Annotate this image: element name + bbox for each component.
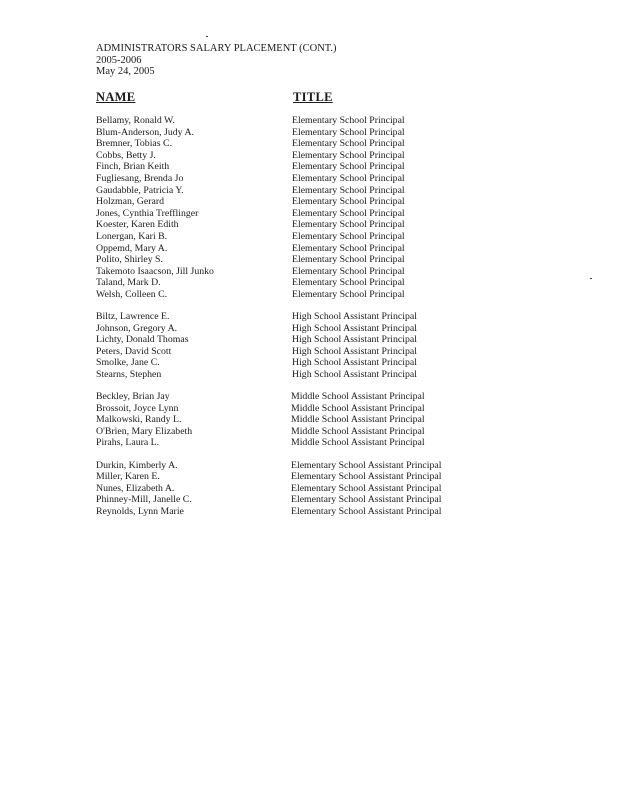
list-item	[96, 323, 516, 335]
name-column-header: NAME	[96, 90, 136, 104]
administrator-title: Elementary School Principal	[292, 196, 405, 208]
administrator-title: Elementary School Principal	[292, 277, 405, 289]
list-item	[96, 334, 516, 346]
list-item	[96, 277, 516, 289]
document-date: May 24, 2005	[96, 66, 155, 77]
administrator-name: Nunes, Elizabeth A.	[96, 482, 175, 494]
administrator-name: Bremner, Tobias C.	[96, 138, 173, 150]
list-item	[96, 115, 516, 127]
administrator-name: Bellamy, Ronald W.	[96, 115, 175, 126]
administrator-title: Elementary School Principal	[292, 161, 405, 173]
list-item	[96, 161, 516, 173]
administrator-title: Elementary School Principal	[292, 172, 405, 184]
list-item	[96, 138, 516, 150]
title-column-header: TITLE	[293, 90, 333, 104]
administrator-title: High School Assistant Principal	[292, 334, 417, 346]
administrator-name: Phinney-Mill, Janelle C.	[96, 494, 192, 506]
administrator-title: Elementary School Principal	[292, 115, 405, 126]
administrator-name: Blum-Anderson, Judy A.	[96, 126, 194, 138]
administrator-name: O'Brien, Mary Elizabeth	[96, 425, 193, 437]
list-item	[96, 346, 516, 358]
scan-speck	[206, 36, 208, 37]
administrator-name: Brossoit, Joyce Lynn	[96, 402, 179, 414]
administrator-title: Middle School Assistant Principal	[291, 391, 425, 403]
administrator-name: Lonergan, Kari B.	[96, 230, 168, 242]
list-item	[96, 483, 516, 495]
administrator-name: Fugliesang, Brenda Jo	[96, 172, 184, 184]
administrator-title: Elementary School Principal	[292, 184, 405, 196]
scan-speck	[590, 278, 592, 279]
administrator-title: Middle School Assistant Principal	[291, 402, 425, 414]
administrator-title: Elementary School Principal	[292, 242, 405, 254]
administrator-title: Elementary School Assistant Principal	[291, 494, 442, 506]
placement-group	[96, 115, 516, 301]
list-item	[96, 391, 516, 403]
administrator-title: Elementary School Assistant Principal	[291, 471, 442, 483]
administrator-title: Middle School Assistant Principal	[291, 425, 425, 437]
administrator-name: Welsh, Colleen C.	[96, 288, 168, 300]
list-item	[96, 243, 516, 255]
administrator-title: Elementary School Assistant Principal	[291, 459, 442, 471]
administrator-name: Stearns, Stephen	[96, 368, 162, 380]
list-item	[96, 357, 516, 369]
list-item	[96, 403, 516, 415]
administrator-title: Elementary School Principal	[292, 288, 405, 300]
list-item	[96, 437, 516, 449]
administrator-title: High School Assistant Principal	[292, 322, 417, 334]
list-item	[96, 208, 516, 220]
placement-list	[96, 115, 516, 528]
administrator-name: Peters, David Scott	[96, 345, 172, 357]
administrator-name: Reynolds, Lynn Marie	[96, 505, 184, 517]
list-item	[96, 254, 516, 266]
administrator-name: Cobbs, Betty J.	[96, 149, 156, 161]
list-item	[96, 196, 516, 208]
list-item	[96, 494, 516, 506]
administrator-title: Middle School Assistant Principal	[291, 414, 425, 426]
list-item	[96, 426, 516, 438]
list-item	[96, 173, 516, 185]
administrator-title: Elementary School Principal	[292, 149, 405, 161]
administrator-title: High School Assistant Principal	[292, 311, 417, 322]
placement-group	[96, 460, 516, 518]
administrator-name: Gaudabble, Patricia Y.	[96, 184, 184, 196]
administrator-title: Elementary School Principal	[292, 126, 405, 138]
list-item	[96, 266, 516, 278]
administrator-name: Johnson, Gregory A.	[96, 322, 178, 334]
administrator-title: Elementary School Principal	[292, 265, 405, 277]
administrator-name: Durkin, Kimberly A.	[96, 459, 178, 471]
administrator-title: Elementary School Principal	[292, 230, 405, 242]
document-header	[96, 43, 337, 78]
list-item	[96, 185, 516, 197]
administrator-title: Elementary School Assistant Principal	[291, 505, 442, 517]
administrator-title: High School Assistant Principal	[292, 368, 417, 380]
list-item	[96, 150, 516, 162]
administrator-name: Finch, Brian Keith	[96, 161, 170, 173]
list-item	[96, 414, 516, 426]
administrator-name: Miller, Karen E.	[96, 471, 160, 483]
administrator-name: Koester, Karen Edith	[96, 219, 179, 231]
administrator-title: Elementary School Principal	[292, 219, 405, 231]
administrator-name: Jones, Cynthia Trefflinger	[96, 207, 199, 219]
school-year: 2005-2006	[96, 54, 142, 66]
list-item	[96, 219, 516, 231]
placement-group	[96, 391, 516, 449]
list-item	[96, 506, 516, 518]
administrator-name: Biltz, Lawrence E.	[96, 311, 170, 322]
list-item	[96, 231, 516, 243]
administrator-name: Lichty, Donald Thomas	[96, 334, 189, 346]
list-item	[96, 460, 516, 472]
administrator-name: Malkowski, Randy L.	[96, 414, 182, 426]
list-item	[96, 471, 516, 483]
administrator-title: Middle School Assistant Principal	[291, 437, 425, 449]
administrator-name: Pirahs, Laura L.	[96, 437, 160, 449]
administrator-title: Elementary School Assistant Principal	[291, 482, 442, 494]
placement-group	[96, 311, 516, 381]
list-item	[96, 289, 516, 301]
administrator-title: High School Assistant Principal	[292, 357, 417, 369]
administrator-name: Oppemd, Mary A.	[96, 242, 168, 254]
administrator-name: Takemoto Isaacson, Jill Junko	[96, 265, 214, 277]
administrator-name: Beckley, Brian Jay	[96, 391, 170, 403]
administrator-title: High School Assistant Principal	[292, 345, 417, 357]
document-title: ADMINISTRATORS SALARY PLACEMENT (CONT.)	[96, 43, 337, 54]
administrator-name: Holzman, Gerard	[96, 196, 165, 208]
administrator-title: Elementary School Principal	[292, 207, 405, 219]
administrator-name: Smolke, Jane C.	[96, 357, 160, 369]
list-item	[96, 311, 516, 323]
list-item	[96, 127, 516, 139]
list-item	[96, 369, 516, 381]
administrator-title: Elementary School Principal	[292, 254, 405, 266]
administrator-name: Polito, Shirley S.	[96, 254, 163, 266]
administrator-name: Taland, Mark D.	[96, 277, 161, 289]
administrator-title: Elementary School Principal	[292, 138, 405, 150]
